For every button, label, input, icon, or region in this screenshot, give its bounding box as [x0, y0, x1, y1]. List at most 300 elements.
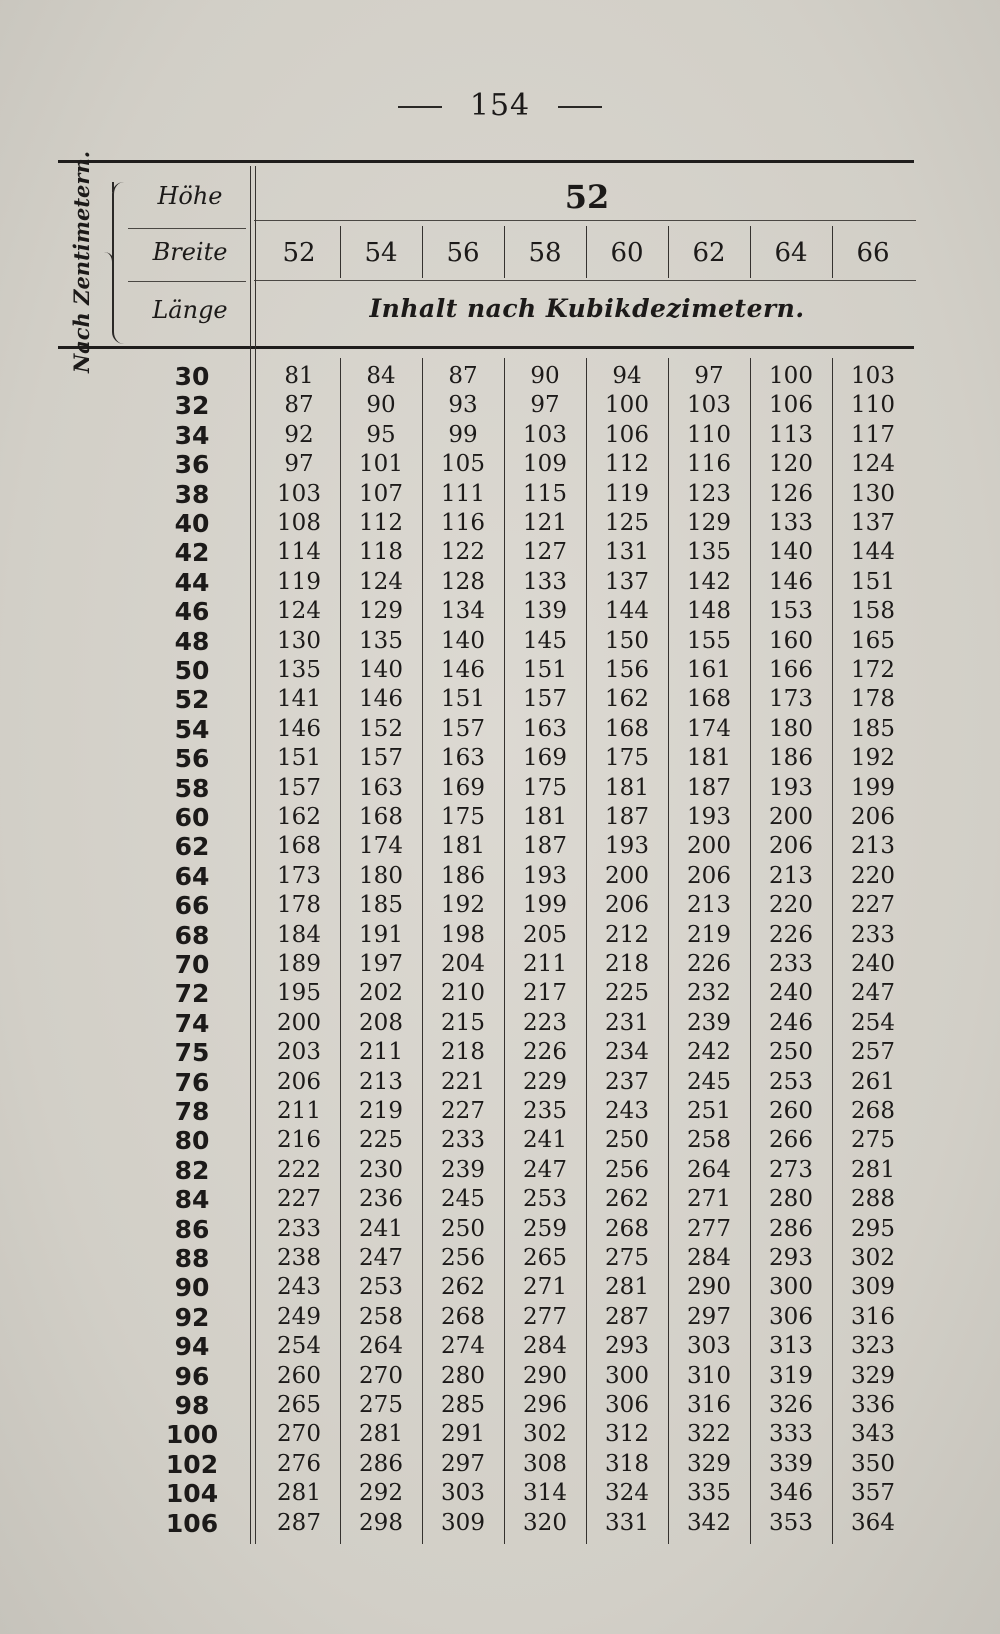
volume-value: 168	[277, 833, 321, 860]
volume-value: 157	[523, 686, 567, 713]
volume-value: 125	[605, 510, 649, 536]
volume-value: 151	[851, 568, 895, 595]
volume-value: 180	[359, 862, 403, 889]
volume-value: 268	[851, 1098, 895, 1124]
volume-value: 90	[530, 363, 560, 389]
volume-value: 144	[851, 539, 895, 566]
volume-value: 160	[769, 627, 813, 654]
volume-value: 237	[605, 1068, 649, 1095]
volume-value: 133	[769, 510, 813, 536]
volume-value: 157	[359, 745, 403, 772]
volume-value: 152	[359, 715, 403, 742]
laenge-value: 72	[174, 979, 210, 1009]
breite-value: 66	[856, 238, 890, 268]
volume-value: 135	[687, 539, 731, 566]
label-column-double-rule	[250, 166, 256, 1544]
volume-value: 318	[605, 1450, 649, 1477]
volume-value: 144	[605, 598, 649, 625]
volume-value: 198	[441, 921, 485, 948]
volume-value: 353	[769, 1509, 813, 1536]
hoehe-label: Höhe	[157, 182, 223, 210]
volume-value: 116	[441, 510, 485, 536]
laenge-value: 64	[174, 861, 210, 891]
volume-value: 223	[523, 1009, 567, 1036]
volume-value: 233	[769, 951, 813, 977]
volume-value: 210	[441, 980, 485, 1007]
breite-value: 56	[446, 238, 480, 268]
laenge-value: 76	[174, 1067, 210, 1097]
laenge-value: 42	[174, 538, 210, 568]
volume-value: 92	[284, 421, 314, 448]
volume-value: 174	[687, 715, 731, 742]
volume-value: 146	[769, 568, 813, 595]
side-label-text: Nach Zentimetern.	[69, 150, 94, 374]
volume-value: 234	[605, 1039, 649, 1066]
volume-value: 277	[523, 1303, 567, 1330]
volume-value: 281	[359, 1421, 403, 1448]
volume-value: 106	[605, 421, 649, 448]
laenge-value: 75	[174, 1038, 210, 1068]
volume-value: 240	[851, 951, 895, 977]
volume-value: 284	[687, 1245, 731, 1271]
laenge-value: 70	[174, 950, 210, 979]
volume-value: 241	[359, 1215, 403, 1242]
volume-value: 336	[851, 1392, 895, 1418]
volume-value: 280	[769, 1186, 813, 1213]
volume-value: 206	[769, 833, 813, 860]
volume-value: 109	[523, 451, 567, 478]
volume-value: 230	[359, 1156, 403, 1183]
volume-value: 313	[769, 1333, 813, 1360]
volume-value: 254	[277, 1333, 321, 1360]
volume-value: 308	[523, 1450, 567, 1477]
volume-value: 120	[769, 451, 813, 478]
volume-value: 259	[523, 1215, 567, 1242]
volume-value: 124	[851, 451, 895, 478]
volume-value: 134	[441, 598, 485, 625]
laenge-value: 98	[174, 1391, 210, 1420]
volume-value: 225	[359, 1127, 403, 1154]
volume-value: 296	[523, 1392, 567, 1418]
volume-value: 298	[359, 1509, 403, 1536]
volume-value: 285	[441, 1392, 485, 1418]
volume-value: 213	[359, 1068, 403, 1095]
volume-value: 157	[441, 715, 485, 742]
volume-value: 186	[769, 745, 813, 772]
header-column-rule	[340, 226, 341, 278]
volume-value: 241	[523, 1127, 567, 1154]
volume-value: 124	[277, 598, 321, 625]
volume-value: 178	[851, 686, 895, 713]
volume-value: 229	[523, 1068, 567, 1095]
volume-value: 246	[769, 1009, 813, 1036]
laenge-value: 80	[174, 1126, 210, 1156]
volume-value: 215	[441, 1009, 485, 1036]
volume-value: 191	[359, 921, 403, 948]
volume-value: 258	[359, 1303, 403, 1330]
volume-value: 300	[605, 1362, 649, 1389]
volume-value: 256	[441, 1245, 485, 1271]
volume-value: 129	[687, 510, 731, 536]
volume-value: 277	[687, 1215, 731, 1242]
volume-value: 137	[605, 568, 649, 595]
volume-value: 319	[769, 1362, 813, 1389]
volume-value: 163	[359, 774, 403, 801]
laenge-value: 74	[174, 1008, 210, 1038]
volume-value: 93	[448, 392, 478, 419]
volume-value: 316	[851, 1303, 895, 1330]
volume-value: 281	[851, 1156, 895, 1183]
laenge-value: 102	[165, 1449, 219, 1479]
label-divider-1	[128, 228, 246, 229]
volume-value: 227	[277, 1186, 321, 1213]
volume-value: 133	[523, 568, 567, 595]
volume-value: 303	[441, 1480, 485, 1507]
volume-value: 350	[851, 1450, 895, 1477]
volume-value: 156	[605, 657, 649, 683]
volume-value: 90	[366, 392, 396, 419]
volume-value: 286	[769, 1215, 813, 1242]
volume-value: 300	[769, 1274, 813, 1301]
header-column-rule	[504, 226, 505, 278]
volume-value: 309	[851, 1274, 895, 1301]
side-label	[54, 150, 110, 374]
volume-value: 118	[359, 539, 403, 566]
header-column-rule	[668, 226, 669, 278]
volume-value: 302	[523, 1421, 567, 1448]
volume-value: 199	[851, 774, 895, 801]
volume-value: 286	[359, 1450, 403, 1477]
volume-value: 220	[851, 862, 895, 889]
laenge-value: 96	[174, 1361, 210, 1391]
laenge-value: 50	[174, 656, 210, 685]
volume-value: 180	[769, 715, 813, 742]
volume-value: 150	[605, 627, 649, 654]
volume-value: 173	[769, 686, 813, 713]
volume-value: 185	[851, 715, 895, 742]
volume-value: 253	[523, 1186, 567, 1213]
volume-value: 193	[605, 833, 649, 860]
volume-value: 343	[851, 1421, 895, 1448]
breite-label: Breite	[152, 238, 228, 266]
volume-value: 123	[687, 480, 731, 507]
volume-value: 173	[277, 862, 321, 889]
volume-value: 103	[851, 363, 895, 389]
volume-value: 211	[523, 951, 567, 977]
laenge-value: 38	[174, 479, 210, 509]
volume-value: 169	[441, 774, 485, 801]
volume-value: 146	[277, 715, 321, 742]
volume-value: 306	[605, 1392, 649, 1418]
volume-value: 100	[605, 392, 649, 419]
volume-value: 213	[851, 833, 895, 860]
volume-value: 115	[523, 480, 567, 507]
volume-value: 197	[359, 951, 403, 977]
volume-value: 293	[769, 1245, 813, 1271]
volume-value: 153	[769, 598, 813, 625]
volume-value: 187	[523, 833, 567, 860]
volume-value: 121	[523, 510, 567, 536]
volume-value: 166	[769, 657, 813, 683]
volume-value: 151	[441, 686, 485, 713]
laenge-value: 44	[174, 567, 210, 597]
volume-value: 233	[851, 921, 895, 948]
volume-value: 290	[523, 1362, 567, 1389]
volume-value: 250	[441, 1215, 485, 1242]
volume-value: 119	[605, 480, 649, 507]
volume-value: 84	[366, 363, 396, 389]
volume-value: 126	[769, 480, 813, 507]
volume-value: 287	[605, 1303, 649, 1330]
volume-value: 206	[687, 862, 731, 889]
laenge-value: 52	[174, 685, 210, 715]
volume-value: 320	[523, 1509, 567, 1536]
laenge-value: 82	[174, 1155, 210, 1185]
volume-value: 204	[441, 951, 485, 977]
volume-value: 245	[441, 1186, 485, 1213]
volume-value: 181	[605, 774, 649, 801]
volume-value: 310	[687, 1362, 731, 1389]
header-column-rule	[832, 226, 833, 278]
volume-value: 243	[277, 1274, 321, 1301]
volume-value: 128	[441, 568, 485, 595]
volume-value: 238	[277, 1245, 321, 1271]
volume-value: 216	[277, 1127, 321, 1154]
volume-value: 169	[523, 745, 567, 772]
volume-value: 195	[277, 980, 321, 1007]
volume-value: 239	[441, 1156, 485, 1183]
volume-value: 117	[851, 421, 895, 448]
volume-value: 158	[851, 598, 895, 625]
volume-value: 227	[441, 1098, 485, 1124]
volume-value: 155	[687, 627, 731, 654]
volume-value: 97	[694, 363, 724, 389]
volume-value: 116	[687, 451, 731, 478]
volume-value: 329	[687, 1450, 731, 1477]
dash-right	[558, 106, 602, 108]
volume-value: 103	[523, 421, 567, 448]
volume-value: 141	[277, 686, 321, 713]
volume-value: 211	[359, 1039, 403, 1066]
volume-value: 124	[359, 568, 403, 595]
volume-value: 113	[769, 421, 813, 448]
volume-value: 247	[359, 1245, 403, 1271]
volume-value: 357	[851, 1480, 895, 1507]
volume-value: 189	[277, 951, 321, 977]
volume-value: 271	[687, 1186, 731, 1213]
volume-value: 140	[359, 657, 403, 683]
volume-value: 218	[605, 951, 649, 977]
laenge-value: 58	[174, 773, 210, 803]
laenge-value: 84	[174, 1185, 210, 1215]
volume-value: 335	[687, 1480, 731, 1507]
volume-value: 168	[687, 686, 731, 713]
header-bottom-rule	[58, 346, 914, 349]
volume-value: 250	[769, 1039, 813, 1066]
volume-value: 262	[441, 1274, 485, 1301]
volume-value: 181	[441, 833, 485, 860]
volume-value: 112	[359, 510, 403, 536]
volume-value: 342	[687, 1509, 731, 1536]
volume-value: 290	[687, 1274, 731, 1301]
volume-value: 174	[359, 833, 403, 860]
volume-value: 322	[687, 1421, 731, 1448]
header-column-rule	[750, 226, 751, 278]
volume-value: 103	[687, 392, 731, 419]
laenge-value: 62	[174, 832, 210, 862]
volume-value: 114	[277, 539, 321, 566]
volume-value: 222	[277, 1156, 321, 1183]
volume-value: 270	[277, 1421, 321, 1448]
volume-value: 219	[359, 1098, 403, 1124]
volume-value: 258	[687, 1127, 731, 1154]
volume-value: 264	[359, 1333, 403, 1360]
laenge-value: 34	[174, 420, 210, 450]
volume-value: 364	[851, 1509, 895, 1536]
volume-value: 264	[687, 1156, 731, 1183]
volume-value: 226	[687, 951, 731, 977]
volume-value: 106	[769, 392, 813, 419]
volume-value: 251	[687, 1098, 731, 1124]
volume-value: 302	[851, 1245, 895, 1271]
volume-value: 314	[523, 1480, 567, 1507]
laenge-value: 60	[174, 803, 210, 832]
volume-value: 212	[605, 921, 649, 948]
volume-value: 87	[448, 363, 478, 389]
volume-value: 295	[851, 1215, 895, 1242]
volume-value: 275	[605, 1245, 649, 1271]
volume-value: 206	[277, 1068, 321, 1095]
volume-value: 220	[769, 892, 813, 919]
breite-value: 54	[364, 238, 398, 268]
volume-value: 119	[277, 568, 321, 595]
volume-value: 226	[769, 921, 813, 948]
volume-value: 250	[605, 1127, 649, 1154]
volume-value: 192	[441, 892, 485, 919]
volume-value: 200	[687, 833, 731, 860]
volume-value: 130	[851, 480, 895, 507]
volume-value: 253	[359, 1274, 403, 1301]
page-number-text: 154	[469, 88, 531, 123]
breite-value: 60	[610, 238, 644, 268]
volume-value: 127	[523, 539, 567, 566]
volume-value: 275	[851, 1127, 895, 1154]
volume-value: 162	[605, 686, 649, 713]
volume-value: 281	[277, 1480, 321, 1507]
volume-value: 242	[687, 1039, 731, 1066]
volume-value: 192	[851, 745, 895, 772]
volume-value: 181	[687, 745, 731, 772]
volume-value: 297	[687, 1303, 731, 1330]
laenge-value: 86	[174, 1214, 210, 1244]
volume-value: 112	[605, 451, 649, 478]
volume-value: 271	[523, 1274, 567, 1301]
page-number	[0, 88, 1000, 123]
laenge-value: 66	[174, 891, 210, 921]
volume-value: 178	[277, 892, 321, 919]
volume-value: 135	[359, 627, 403, 654]
volume-value: 288	[851, 1186, 895, 1213]
hoehe-divider	[254, 220, 916, 221]
volume-value: 236	[359, 1186, 403, 1213]
volume-value: 213	[687, 892, 731, 919]
volume-value: 303	[687, 1333, 731, 1360]
volume-value: 163	[441, 745, 485, 772]
volume-value: 297	[441, 1450, 485, 1477]
breite-value: 58	[528, 238, 562, 268]
volume-value: 193	[523, 862, 567, 889]
volume-value: 193	[687, 804, 731, 830]
volume-value: 105	[441, 451, 485, 478]
volume-value: 219	[687, 921, 731, 948]
volume-value: 324	[605, 1480, 649, 1507]
volume-value: 239	[687, 1009, 731, 1036]
volume-value: 323	[851, 1333, 895, 1360]
volume-value: 131	[605, 539, 649, 566]
volume-value: 139	[523, 598, 567, 625]
label-divider-2	[128, 281, 246, 282]
volume-value: 94	[612, 363, 642, 389]
laenge-value: 104	[165, 1479, 219, 1509]
volume-value: 273	[769, 1156, 813, 1183]
volume-value: 339	[769, 1450, 813, 1477]
volume-value: 140	[441, 627, 485, 654]
volume-value: 312	[605, 1421, 649, 1448]
volume-value: 187	[687, 774, 731, 801]
brace	[112, 182, 126, 344]
volume-value: 142	[687, 568, 731, 595]
volume-value: 293	[605, 1333, 649, 1360]
volume-value: 181	[523, 804, 567, 830]
volume-value: 233	[277, 1215, 321, 1242]
volume-value: 145	[523, 627, 567, 654]
volume-value: 316	[687, 1392, 731, 1418]
volume-value: 203	[277, 1039, 321, 1066]
breite-value: 64	[774, 238, 808, 268]
volume-value: 87	[284, 392, 314, 419]
volume-value: 275	[359, 1392, 403, 1418]
volume-value: 172	[851, 657, 895, 683]
laenge-value: 56	[174, 744, 210, 774]
volume-value: 163	[523, 715, 567, 742]
laenge-value: 68	[174, 920, 210, 950]
volume-value: 329	[851, 1362, 895, 1389]
volume-value: 168	[359, 804, 403, 830]
volume-value: 185	[359, 892, 403, 919]
volume-value: 99	[448, 421, 478, 448]
volume-value: 148	[687, 598, 731, 625]
volume-value: 253	[769, 1068, 813, 1095]
volume-value: 206	[605, 892, 649, 919]
volume-value: 292	[359, 1480, 403, 1507]
volume-value: 97	[530, 392, 560, 419]
volume-value: 213	[769, 862, 813, 889]
volume-value: 265	[277, 1392, 321, 1418]
volume-value: 140	[769, 539, 813, 566]
volume-value: 110	[687, 421, 731, 448]
volume-value: 306	[769, 1303, 813, 1330]
volume-value: 95	[366, 421, 396, 448]
volume-value: 247	[851, 980, 895, 1007]
volume-value: 274	[441, 1333, 485, 1360]
volume-value: 226	[523, 1039, 567, 1066]
volume-value: 243	[605, 1098, 649, 1124]
laenge-value: 100	[165, 1420, 219, 1450]
volume-value: 260	[769, 1098, 813, 1124]
laenge-value: 46	[174, 597, 210, 627]
volume-value: 218	[441, 1039, 485, 1066]
volume-value: 232	[687, 980, 731, 1007]
